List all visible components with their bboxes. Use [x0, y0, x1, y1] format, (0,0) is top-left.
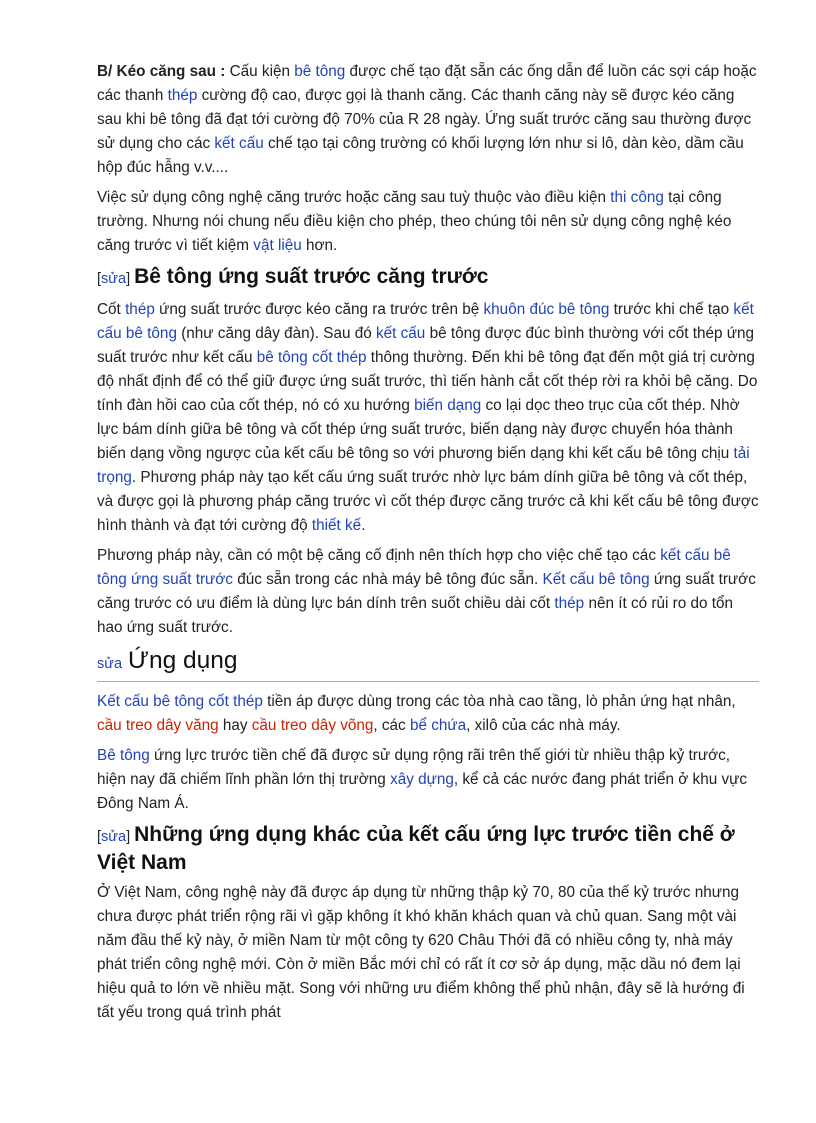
text-segment: (như căng dây đàn). Sau đó	[176, 325, 376, 342]
article-link[interactable]: vật liệu	[253, 237, 302, 254]
article-link[interactable]: thép	[125, 301, 155, 318]
edit-section-link: [sửa]	[97, 271, 131, 287]
article-link[interactable]: xây dựng	[390, 771, 454, 788]
article-body	[97, 60, 759, 1031]
text-segment: , xilô của các nhà máy.	[466, 717, 621, 734]
article-link[interactable]: thép	[167, 87, 198, 104]
section1-paragraph-1	[97, 298, 759, 538]
article-link[interactable]: biến dạng	[414, 397, 482, 414]
section2-paragraph-1	[97, 690, 759, 738]
text-segment: tại công trường. Nhưng nói chung nếu điều kiện cho phép, theo chúng tôi nên sử dụng công nghệ kéo căng trước vì tiết kiệm	[97, 189, 732, 254]
section-title: Bê tông ứng suất trước căng trước	[134, 265, 489, 288]
section-title: Ứng dụng	[128, 647, 238, 674]
section2-paragraph-2	[97, 744, 759, 816]
text-segment: . Phương pháp này tạo kết cấu ứng suất trước nhờ lực bám dính giữa bê tông và cốt thép, và được gọi là phương pháp căng trước vì cốt thép được căng trước cả khi kết cấu bê tông được hình thành và đạt tới cường độ	[97, 469, 759, 534]
text-segment: Ở Việt Nam, công nghệ này đã được áp dụng từ những thập kỷ 70, 80 của thế kỷ trước nhưng chưa được phát triển rộng rãi vì gặp không ít khó khăn khách quan và chủ quan. Sang một vài năm đầu thế kỷ này, ở miền Nam từ một công ty 620 Châu Thới đã có nhiều công ty, nhà máy phát triển công nghệ mới. Còn ở miền Bắc mới chỉ có rất ít cơ sở áp dụng, mặc dầu nó đem lại hiệu quả to lớn về nhiều mặt. Song với những ưu điểm không thể phủ nhận, đây sẽ là hướng đi tất yếu trong quá trình phát	[97, 884, 745, 1021]
text-segment: đúc sẵn trong các nhà máy bê tông đúc sẵn.	[232, 571, 543, 588]
text-segment: Cốt	[97, 301, 126, 318]
text-segment: được chế tạo đặt sẵn các ống dẫn để luồn các sợi cáp hoặc các thanh	[97, 63, 757, 104]
edit-section-link: [sửa]	[97, 829, 131, 845]
intro-paragraph-1	[97, 60, 759, 180]
article-link[interactable]: thiết kế	[311, 517, 362, 534]
text-segment: Cấu kiện	[225, 63, 295, 80]
text-segment: thông thường. Đến khi bê tông đạt đến một giá trị cường độ nhất định để có thể giữ được ứng suất trước, thì tiến hành cắt cốt thép rời ra khỏi bệ căng. Do tính đàn hồi cao của cốt thép, nó có xu hướng	[97, 349, 758, 414]
section-heading-pretensioned	[97, 264, 759, 292]
text-segment: ứng suất trước được kéo căng ra trước trên bệ	[154, 301, 484, 318]
text-segment: Việc sử dụng công nghệ căng trước hoặc căng sau tuỳ thuộc vào điều kiện	[97, 189, 611, 206]
text-segment: bê tông được đúc bình thường với cốt thép ứng suất trước như kết cấu	[97, 325, 755, 366]
text-segment: co lại dọc theo trục của cốt thép. Nhờ lực bám dính giữa bê tông và cốt thép ứng suất trước, biến dạng này được chuyển hóa thành biến dạng vồng ngược của kết cấu bê tông so với phương biến dạng khi kết cấu bê tông chịu	[97, 397, 740, 462]
article-link[interactable]: khuôn đúc	[483, 301, 555, 318]
section-heading-vietnam	[97, 822, 759, 875]
text-segment: hơn.	[301, 237, 338, 254]
article-link[interactable]: bê tông	[558, 301, 610, 318]
text-segment: , kể cả các nước đang phát triển ở khu vực Đông Nam Á.	[97, 771, 747, 812]
text-segment: trước khi chế tạo	[609, 301, 734, 318]
article-link[interactable]: bể chứa	[409, 717, 467, 734]
article-link[interactable]: kết cấu	[376, 325, 426, 342]
edit-section-link	[97, 656, 122, 672]
text-segment: .	[361, 517, 366, 534]
section1-paragraph-2	[97, 544, 759, 640]
text-segment: ứng lực trước tiền chế đã được sử dụng rộng rãi trên thế giới từ nhiều thập kỷ trước, hiện nay đã chiếm lĩnh phần lớn thị trường	[97, 747, 731, 788]
lead-heading: B/ Kéo căng sau :	[97, 63, 226, 80]
article-link[interactable]: tải trọng	[97, 445, 750, 486]
section-heading-applications	[97, 646, 759, 682]
edit-link[interactable]: sửa	[101, 271, 127, 287]
missing-article-link[interactable]: cầu treo dây võng	[251, 717, 374, 734]
edit-link[interactable]: sửa	[97, 656, 123, 672]
section-title: Những ứng dụng khác của kết cấu ứng lực trước tiền chế ở Việt Nam	[97, 823, 735, 874]
article-link[interactable]: Bê tông	[97, 747, 150, 764]
text-segment: cường độ cao, được gọi là thanh căng. Các thanh căng này sẽ được kéo căng sau khi bê tông đã đạt tới cường độ 70% của R 28 ngày. Ứng suất trước căng sau thường được sử dụng cho các	[97, 87, 752, 152]
text-segment: hay	[218, 717, 252, 734]
text-segment: ứng suất trước căng trước có ưu điểm là dùng lực bán dính trên suốt chiều dài cốt	[97, 571, 756, 612]
article-link[interactable]: bê tông cốt thép	[256, 349, 367, 366]
edit-link[interactable]: sửa	[101, 829, 127, 845]
article-link[interactable]: Kết cấu bê tông	[542, 571, 650, 588]
article-link[interactable]: Kết cấu bê tông cốt thép	[97, 693, 263, 710]
text-segment: Phương pháp này, cần có một bệ căng cố định nên thích hợp cho việc chế tạo các	[97, 547, 661, 564]
article-link[interactable]: thép	[554, 595, 585, 612]
intro-paragraph-2	[97, 186, 759, 258]
article-link[interactable]: bê tông	[294, 63, 346, 80]
article-link[interactable]: kết cấu bê tông	[97, 301, 754, 342]
text-segment: , các	[373, 717, 410, 734]
text-segment: chế tạo tại công trường có khối lượng lớn như si lô, dàn kèo, dầm cầu hộp đúc hẫng v.v....	[97, 135, 744, 176]
text-segment: nên ít có rủi ro do tổn hao ứng suất trước.	[97, 595, 734, 636]
section3-paragraph-1	[97, 881, 759, 1025]
article-link[interactable]: thi công	[610, 189, 664, 206]
article-link[interactable]: kết cấu bê tông ứng suất trước	[97, 547, 731, 588]
text-segment: tiền áp được dùng trong các tòa nhà cao tầng, lò phản ứng hạt nhân,	[262, 693, 736, 710]
article-link[interactable]: kết cấu	[214, 135, 264, 152]
missing-article-link[interactable]: cầu treo dây văng	[97, 717, 219, 734]
